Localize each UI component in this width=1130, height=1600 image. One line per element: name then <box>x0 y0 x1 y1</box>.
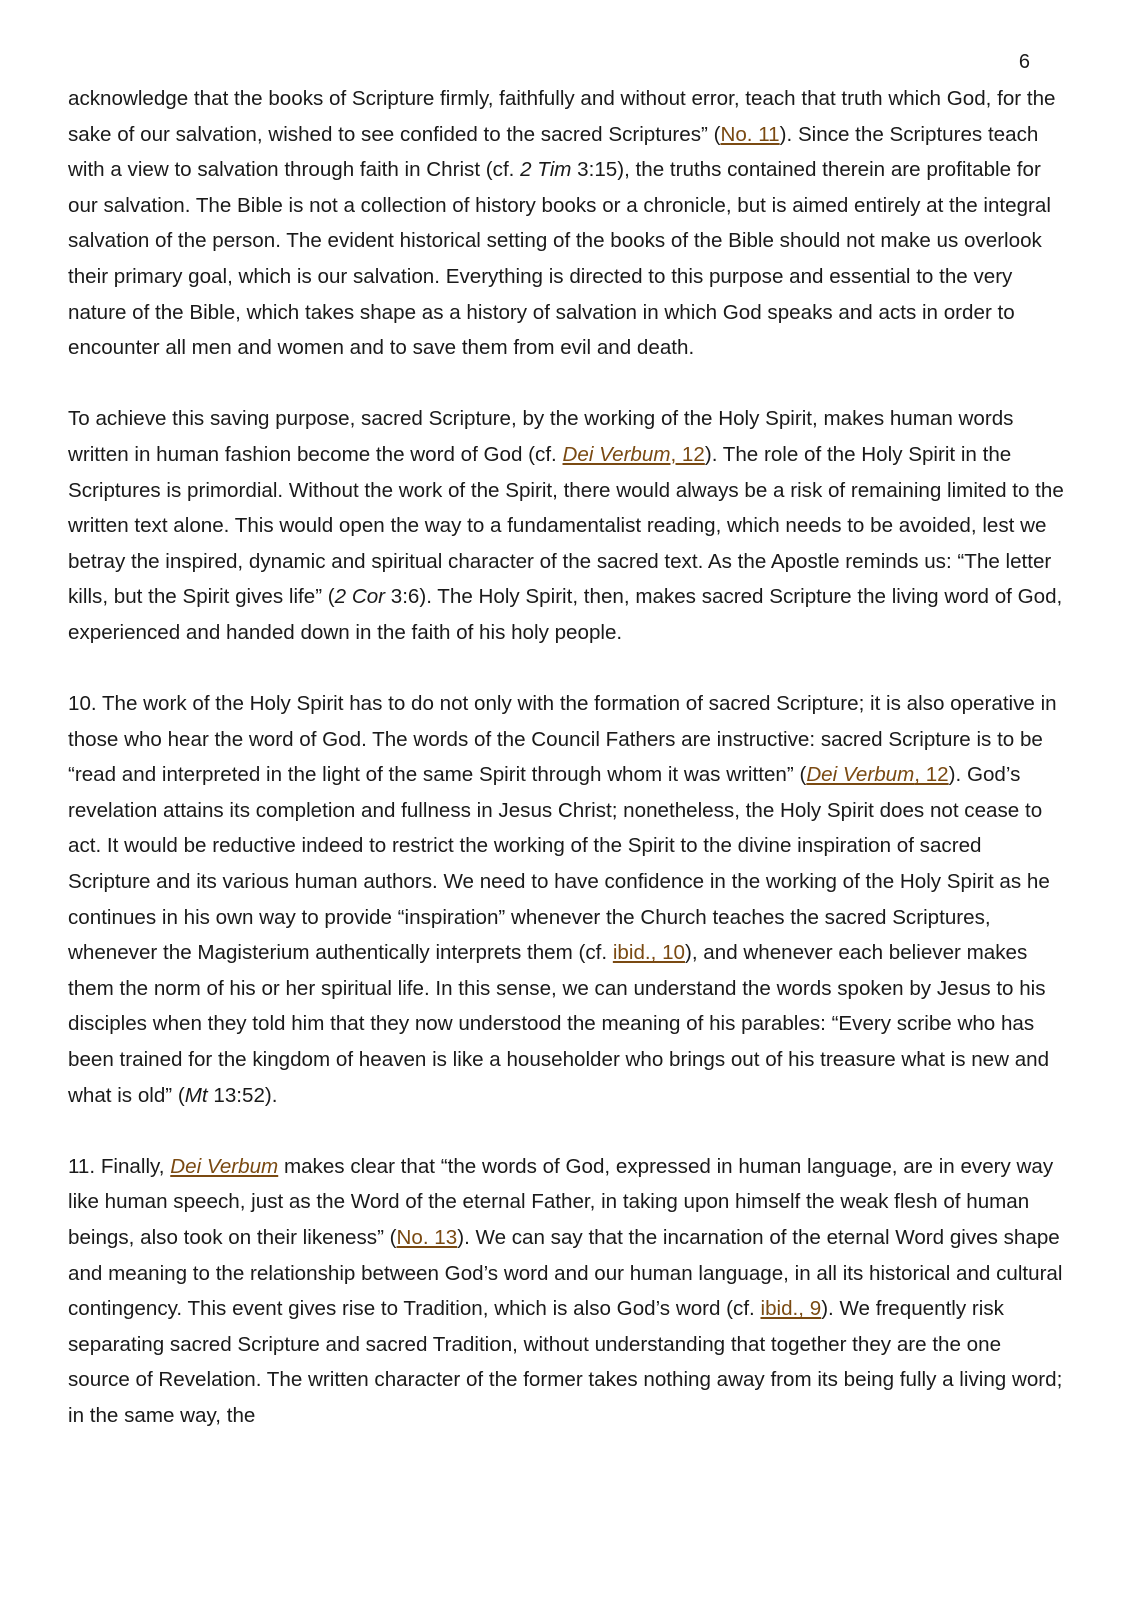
text-run: 3:15), the truths contained therein are profitable for our salvation. The Bible is not a collection of history books or a chronicle, but is aimed entirely at the integral salvation of the person. The evident historical setting of the books of the Bible should not make us overlook their primary goal, which is our salvation. Everything is directed to this purpose and essential to the very nature of the Bible, which takes shape as a history of salvation in which God speaks and acts in order to encounter all men and women and to save them from evil and death. <box>68 158 1051 360</box>
text-run: ). We frequently risk separating sacred Scripture and sacred Tradition, without understanding that together they are the one source of Revelation. The written character of the former takes nothing away from its being fully a living word; in the same way, the <box>68 1297 1063 1427</box>
reference-link[interactable]: ibid., 9 <box>760 1297 822 1321</box>
reference-link[interactable]: Dei Verbum <box>806 763 915 787</box>
reference-link[interactable]: Dei Verbum <box>562 442 671 466</box>
reference-link[interactable]: No. 13 <box>396 1226 458 1249</box>
page-number: 6 <box>1018 51 1030 73</box>
text-run: makes clear that “the words of God, expressed in human language, are in every way like human speech, just as the Word of the eternal Father, in taking upon himself the weak flesh of human beings, also took on their likeness” ( <box>68 1154 1054 1249</box>
paragraph <box>68 81 1068 366</box>
text-run: ). God’s revelation attains its completion and fullness in Jesus Christ; nonetheless, the Holy Spirit does not cease to act. It would be reductive indeed to restrict the working of the Spirit to the divine inspiration of sacred Scripture and its various human authors. We need to have confidence in the working of the Holy Spirit as he continues in his own way to provide “inspiration” whenever the Church teaches the sacred Scriptures, whenever the Magisterium authentically interprets them (cf. <box>68 763 1050 965</box>
text-run: 10. The work of the Holy Spirit has to do not only with the formation of sacred Scripture; it is also operative in those who hear the word of God. The words of the Council Fathers are instructive: sacred Scripture is to be “read and interpreted in the light of the same Spirit through whom it was written” ( <box>68 692 1057 787</box>
text-run: ). The role of the Holy Spirit in the Scriptures is primordial. Without the work of the Spirit, there would always be a risk of remaining limited to the written text alone. This would open the way to a fundamentalist reading, which needs to be avoided, lest we betray the inspired, dynamic and spiritual character of the sacred text. As the Apostle reminds us: “The letter kills, but the Spirit gives life” ( <box>68 442 1064 609</box>
reference-link[interactable]: , 12 <box>670 442 705 466</box>
citation-book: Mt <box>184 1083 208 1107</box>
text-run: ). Since the Scriptures teach with a view to salvation through faith in Christ (cf. <box>68 122 1039 182</box>
paragraph <box>68 1149 1068 1434</box>
reference-link[interactable]: Dei Verbum <box>170 1154 279 1178</box>
paragraph <box>68 401 1068 650</box>
reference-link[interactable]: No. 11 <box>720 122 780 146</box>
paragraph <box>68 686 1068 1113</box>
reference-link[interactable]: , 12 <box>914 763 949 787</box>
text-run: ). We can say that the incarnation of the eternal Word gives shape and meaning to the relationship between God’s word and our human language, in all its historical and cultural contingency. This event gives rise to Tradition, which is also God’s word (cf. <box>68 1226 1063 1321</box>
reference-link[interactable]: ibid., 10 <box>612 941 685 965</box>
text-run: acknowledge that the books of Scripture firmly, faithfully and without error, teach that truth which God, for the sake of our salvation, wished to see confided to the sacred Scriptures” ( <box>68 87 1056 146</box>
text-run: 11. Finally, <box>68 1154 171 1178</box>
text-run: ), and whenever each believer makes them the norm of his or her spiritual life. In this sense, we can understand the words spoken by Jesus to his disciples when they told him that they now understood the meaning of his parables: “Every scribe who has been trained for the kingdom of heaven is like a householder who brings out of his treasure what is new and what is old” ( <box>68 941 1050 1107</box>
text-run: To achieve this saving purpose, sacred Scripture, by the working of the Holy Spirit, makes human words written in human fashion become the word of God (cf. <box>68 407 1014 466</box>
citation-book: 2 Tim <box>520 158 572 182</box>
text-run: 13:52). <box>207 1083 278 1107</box>
text-run: 3:6). The Holy Spirit, then, makes sacred Scripture the living word of God, experienced and handed down in the faith of his holy people. <box>68 585 1063 644</box>
body-text <box>68 81 1068 1434</box>
citation-book: 2 Cor <box>334 585 386 609</box>
